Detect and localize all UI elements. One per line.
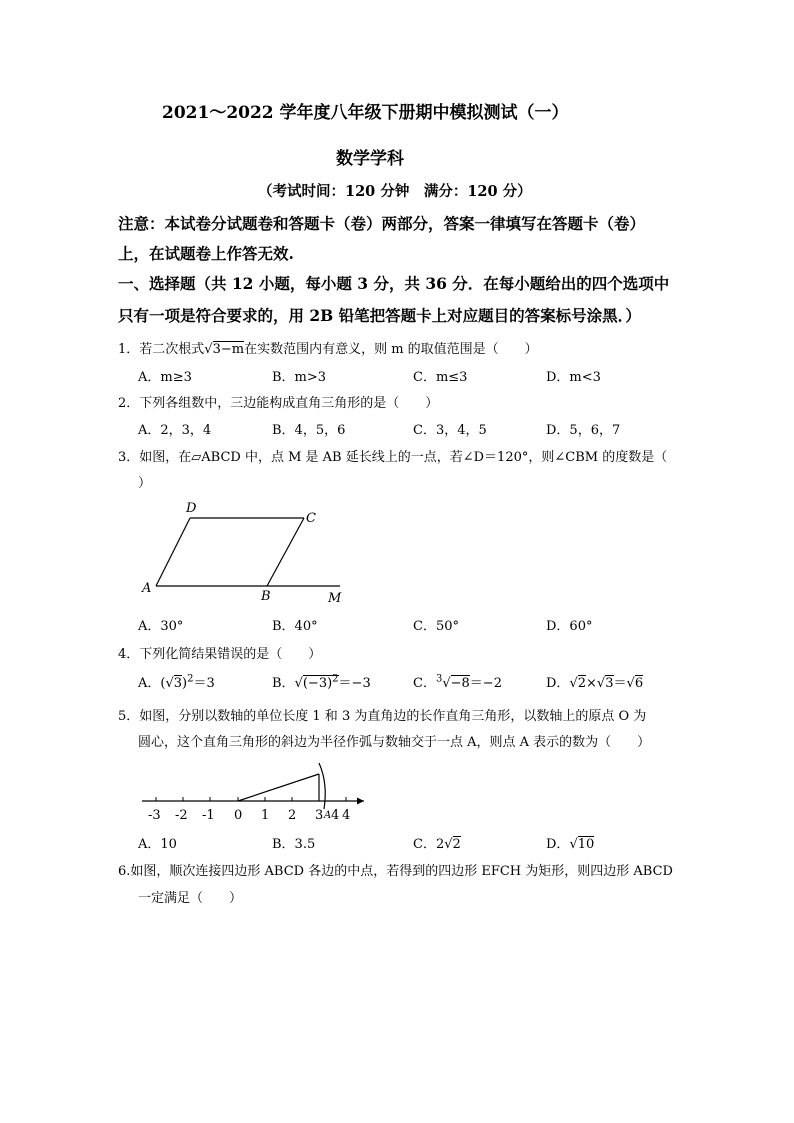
side-ad xyxy=(156,518,190,586)
label-a: A xyxy=(142,581,152,596)
q5d-prefix: D． xyxy=(546,837,570,852)
q4b-tail: ＝−3 xyxy=(338,676,371,691)
q3-option-b: B．40° xyxy=(272,619,318,634)
open-paren: ( xyxy=(160,676,166,691)
q4a-prefix: A． xyxy=(138,676,161,691)
q4c-tail: ＝−2 xyxy=(469,676,502,691)
axis-labels xyxy=(148,808,350,823)
label-d: D xyxy=(186,501,197,516)
notice-line-2: 上，在试题卷上作答无效. xyxy=(118,244,294,263)
question-2-stem: 2．下列各组数中，三边能构成直角三角形的是（ ） xyxy=(118,396,439,411)
exam-title: 2021～2022 学年度八年级下册期中模拟测试（一） xyxy=(162,103,569,123)
q5-option-d xyxy=(546,833,594,852)
q4d-prefix: D． xyxy=(546,676,570,691)
q4d-times: × xyxy=(586,676,597,691)
q1-option-d: D．m<3 xyxy=(546,370,601,385)
number-line-figure xyxy=(138,755,370,827)
section-instructions-line-1: 一、选择题（共 12 小题，每小题 3 分，共 36 分．在每小题给出的四个选项中 xyxy=(118,274,670,293)
q4d-radicand-a: 2 xyxy=(577,676,587,691)
q4d-radicand-c: 6 xyxy=(634,676,644,691)
label-b: B xyxy=(261,589,271,604)
sqrt-symbol: √ xyxy=(442,676,451,691)
q5d-radicand: 10 xyxy=(577,837,595,852)
tick-label: 3 xyxy=(315,808,324,823)
question-6-stem-line-2: 一定满足（ ） xyxy=(138,891,243,906)
q4d-radicand-b: 3 xyxy=(605,676,614,691)
q2-option-d: D．5，6，7 xyxy=(546,423,621,438)
q4c-prefix: C． xyxy=(413,676,436,691)
q1-option-c: C．m≤3 xyxy=(413,370,468,385)
sqrt-symbol: √ xyxy=(569,676,578,691)
q5-option-b: B．3.5 xyxy=(272,837,316,852)
sqrt-symbol: √ xyxy=(596,676,606,691)
q2-option-a: A．2，3，4 xyxy=(138,423,212,438)
tick-label: 4 xyxy=(342,808,351,823)
tick-label: 4 xyxy=(331,808,340,823)
question-1-stem-pre: 1．若二次根式 xyxy=(118,342,205,357)
q4c-radicand: −8 xyxy=(450,676,470,691)
q1-option-b: B．m>3 xyxy=(272,370,327,385)
tick-label: -1 xyxy=(202,808,215,823)
close-paren: ) xyxy=(182,676,188,691)
q4-option-b xyxy=(272,672,371,691)
exam-info: （考试时间：120 分钟 满分：120 分） xyxy=(258,183,532,200)
question-1-stem-post: 在实数范围内有意义，则 m 的取值范围是（ ） xyxy=(244,342,538,357)
tick-label: -2 xyxy=(175,808,188,823)
question-1-stem xyxy=(118,338,538,357)
q4-option-d xyxy=(546,672,643,691)
side-cb xyxy=(267,518,304,586)
q4a-radicand: 3 xyxy=(173,676,183,691)
q4a-exponent: 2 xyxy=(187,673,194,685)
question-4-stem: 4．下列化简结果错误的是（ ） xyxy=(118,647,322,662)
question-3-stem-line-2: ） xyxy=(138,476,152,491)
sqrt-symbol: √ xyxy=(569,837,578,852)
q5-option-c xyxy=(413,833,461,852)
q4d-equals: ＝ xyxy=(613,676,627,691)
sqrt-symbol: √ xyxy=(204,342,213,357)
q3-option-c: C．50° xyxy=(413,619,459,634)
q4b-exponent: 2 xyxy=(332,673,339,685)
sqrt-symbol: √ xyxy=(165,676,174,691)
question-5-stem-line-1: 5．如图，分别以数轴的单位长度 1 和 3 为直角边的长作直角三角形，以数轴上的原点 O 为 xyxy=(118,709,647,724)
q5c-prefix: C． xyxy=(413,837,436,852)
sqrt-symbol: √ xyxy=(294,676,303,691)
sqrt-symbol: √ xyxy=(444,837,453,852)
q5c-radicand: 2 xyxy=(452,837,461,852)
q4c-root-index: 3 xyxy=(435,673,443,685)
question-3-stem-line-1: 3．如图，在▱ABCD 中，点 M 是 AB 延长线上的一点，若∠D＝120°，则∠CBM 的度数是（ xyxy=(118,450,668,465)
notice-line-1: 注意：本试卷分试题卷和答题卡（卷）两部分，答案一律填写在答题卡（卷） xyxy=(118,214,646,233)
q3-option-a: A．30° xyxy=(138,619,184,634)
parallelogram-figure xyxy=(140,498,360,606)
label-c: C xyxy=(306,511,316,526)
q5c-coefficient: 2 xyxy=(435,837,445,852)
point-a-label: A xyxy=(324,810,332,821)
tick-label: -3 xyxy=(148,808,161,823)
question-6-stem-line-1: 6.如图，顺次连接四边形 ABCD 各边的中点，若得到的四边形 EFCH 为矩形，则四边形 ABCD xyxy=(118,864,673,879)
compass-arc xyxy=(319,763,325,809)
q2-option-c: C．3，4，5 xyxy=(413,423,487,438)
section-instructions-line-2: 只有一项是符合要求的，用 2B 铅笔把答题卡上对应题目的答案标号涂黑．） xyxy=(118,306,641,325)
q4-option-c xyxy=(413,672,502,691)
q4-option-a xyxy=(138,672,215,691)
q4a-tail: ＝3 xyxy=(193,676,215,691)
q5-option-a: A．10 xyxy=(138,837,177,852)
tick-label: 0 xyxy=(234,808,243,823)
q4b-radicand: (−3) xyxy=(302,676,333,691)
q4b-prefix: B． xyxy=(272,676,295,691)
tick-label: 2 xyxy=(288,808,297,823)
q4b-radicand-wrap xyxy=(303,675,339,691)
triangle-hypotenuse xyxy=(238,774,319,801)
q3-option-d: D．60° xyxy=(546,619,593,634)
label-m: M xyxy=(328,591,342,606)
q2-option-b: B．4，5，6 xyxy=(272,423,346,438)
question-5-stem-line-2: 圆心，这个直角三角形的斜边为半径作弧与数轴交于一点 A，则点 A 表示的数为（ ） xyxy=(138,735,651,750)
question-1-radicand: 3−m xyxy=(212,342,245,357)
subject-title: 数学学科 xyxy=(336,149,404,169)
sqrt-symbol: √ xyxy=(626,676,635,691)
q1-option-a: A．m≥3 xyxy=(138,370,192,385)
tick-label: 1 xyxy=(261,808,270,823)
